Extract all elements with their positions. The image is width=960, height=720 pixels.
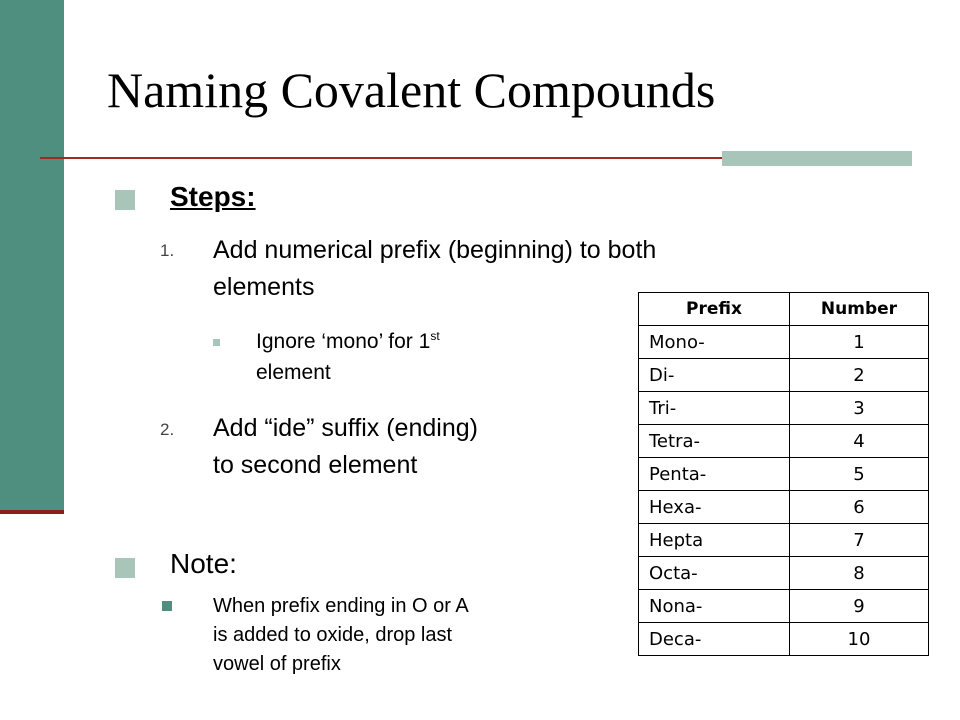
step-number: 2.	[160, 420, 175, 439]
number-cell: 2	[790, 359, 929, 392]
number-cell: 6	[790, 491, 929, 524]
step-text-line: Add “ide” suffix (ending)	[213, 414, 478, 442]
table-header-row	[639, 293, 929, 326]
prefix-cell: Deca-	[639, 623, 790, 656]
prefix-cell: Di-	[639, 359, 790, 392]
number-cell: 10	[790, 623, 929, 656]
sub-step-text-line: element	[256, 361, 331, 384]
prefix-cell: Hexa-	[639, 491, 790, 524]
superscript: st	[430, 329, 440, 343]
table-row	[639, 623, 929, 656]
step-text-line: to second element	[213, 451, 418, 479]
side-bar-underline	[0, 510, 64, 514]
column-header-number: Number	[790, 293, 929, 326]
note-heading: Note:	[170, 548, 237, 579]
prefix-cell: Tri-	[639, 392, 790, 425]
steps-heading: Steps:	[170, 181, 256, 212]
table-row	[639, 590, 929, 623]
number-cell: 1	[790, 326, 929, 359]
table-row	[639, 557, 929, 590]
side-bar-decoration	[0, 0, 64, 512]
number-cell: 3	[790, 392, 929, 425]
number-cell: 9	[790, 590, 929, 623]
prefix-cell: Nona-	[639, 590, 790, 623]
number-cell: 5	[790, 458, 929, 491]
table-row	[639, 359, 929, 392]
prefix-cell: Penta-	[639, 458, 790, 491]
slide-title: Naming Covalent Compounds	[107, 62, 716, 118]
note-text-line: When prefix ending in O or A	[213, 595, 469, 617]
number-cell: 7	[790, 524, 929, 557]
note-text-line: is added to oxide, drop last	[213, 624, 453, 646]
column-header-prefix: Prefix	[639, 293, 790, 326]
prefix-table	[638, 292, 929, 656]
bullet-square-icon	[115, 558, 135, 578]
prefix-cell: Hepta	[639, 524, 790, 557]
bullet-square-icon	[115, 190, 135, 210]
table-row	[639, 425, 929, 458]
step-text-line: Add numerical prefix (beginning) to both	[213, 236, 657, 264]
prefix-cell: Mono-	[639, 326, 790, 359]
prefix-cell: Tetra-	[639, 425, 790, 458]
title-rule-accent	[722, 151, 912, 166]
note-bullet-icon	[162, 601, 172, 611]
note-text-line: vowel of prefix	[213, 653, 341, 675]
sub-step-text-line: Ignore ‘mono’ for 1st	[256, 329, 440, 353]
number-cell: 4	[790, 425, 929, 458]
table-row	[639, 458, 929, 491]
table-row	[639, 392, 929, 425]
table-row	[639, 491, 929, 524]
sub-bullet-icon	[213, 339, 220, 346]
table-row	[639, 524, 929, 557]
table-row	[639, 326, 929, 359]
number-cell: 8	[790, 557, 929, 590]
step-number: 1.	[160, 241, 175, 260]
prefix-cell: Octa-	[639, 557, 790, 590]
step-text-line: elements	[213, 273, 315, 301]
